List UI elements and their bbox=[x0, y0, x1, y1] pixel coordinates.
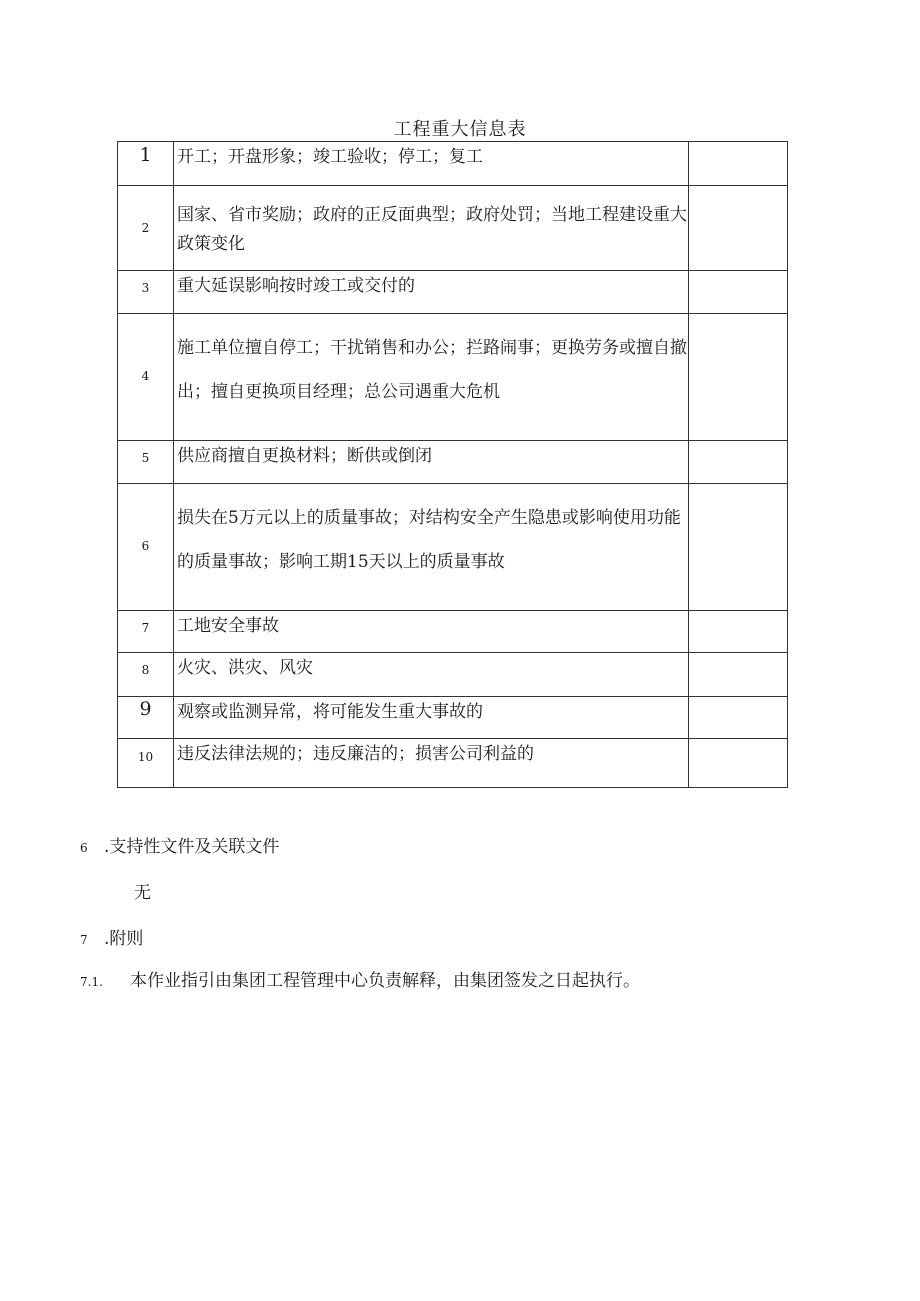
major-info-table bbox=[117, 141, 788, 788]
row-number: 8 bbox=[118, 653, 174, 697]
section-number: 7.1. bbox=[80, 975, 103, 989]
row-blank-cell bbox=[689, 441, 788, 484]
table-row bbox=[118, 484, 788, 611]
row-blank-cell bbox=[689, 142, 788, 186]
table-row bbox=[118, 611, 788, 653]
section-6-heading bbox=[80, 832, 279, 857]
section-body-text: 无 bbox=[134, 883, 151, 903]
row-content: 工地安全事故 bbox=[174, 611, 689, 653]
table-row bbox=[118, 186, 788, 271]
section-title: .附则 bbox=[104, 929, 144, 949]
row-number: 1 bbox=[118, 142, 174, 186]
row-content: 国家、省市奖励；政府的正反面典型；政府处罚；当地工程建设重大政策变化 bbox=[174, 186, 689, 271]
table-row bbox=[118, 697, 788, 739]
section-7-1-clause bbox=[80, 966, 640, 991]
row-content: 供应商擅自更换材料；断供或倒闭 bbox=[174, 441, 689, 484]
section-6-body bbox=[134, 878, 151, 903]
table-row bbox=[118, 739, 788, 788]
row-blank-cell bbox=[689, 186, 788, 271]
row-blank-cell bbox=[689, 314, 788, 441]
table-row bbox=[118, 653, 788, 697]
section-number: 7 bbox=[80, 933, 88, 947]
row-blank-cell bbox=[689, 697, 788, 739]
row-blank-cell bbox=[689, 739, 788, 788]
row-content: 施工单位擅自停工；干扰销售和办公；拦路闹事；更换劳务或擅自撤出；擅自更换项目经理；总公司遇重大危机 bbox=[174, 314, 689, 441]
section-title: .支持性文件及关联文件 bbox=[104, 837, 280, 857]
row-content: 违反法律法规的；违反廉洁的；损害公司利益的 bbox=[174, 739, 689, 788]
row-blank-cell bbox=[689, 484, 788, 611]
table-row bbox=[118, 271, 788, 314]
row-blank-cell bbox=[689, 653, 788, 697]
row-number: 2 bbox=[118, 186, 174, 271]
row-number: 4 bbox=[118, 314, 174, 441]
row-number: 5 bbox=[118, 441, 174, 484]
row-content: 开工；开盘形象；竣工验收；停工；复工 bbox=[174, 142, 689, 186]
row-content: 损失在5万元以上的质量事故；对结构安全产生隐患或影响使用功能的质量事故；影响工期15天以上的质量事故 bbox=[174, 484, 689, 611]
table-row bbox=[118, 142, 788, 186]
row-content: 观察或监测异常，将可能发生重大事故的 bbox=[174, 697, 689, 739]
table-row bbox=[118, 314, 788, 441]
row-content: 火灾、洪灾、风灾 bbox=[174, 653, 689, 697]
table-row bbox=[118, 441, 788, 484]
row-number: 3 bbox=[118, 271, 174, 314]
section-7-heading bbox=[80, 924, 143, 949]
row-blank-cell bbox=[689, 271, 788, 314]
row-blank-cell bbox=[689, 611, 788, 653]
section-number: 6 bbox=[80, 841, 88, 855]
row-number: 9 bbox=[118, 697, 174, 739]
row-number: 6 bbox=[118, 484, 174, 611]
table-title: 工程重大信息表 bbox=[393, 119, 527, 140]
row-content: 重大延误影响按时竣工或交付的 bbox=[174, 271, 689, 314]
clause-body-text: 本作业指引由集团工程管理中心负责解释，由集团签发之日起执行。 bbox=[130, 971, 640, 991]
row-number: 10 bbox=[118, 739, 174, 788]
row-number: 7 bbox=[118, 611, 174, 653]
